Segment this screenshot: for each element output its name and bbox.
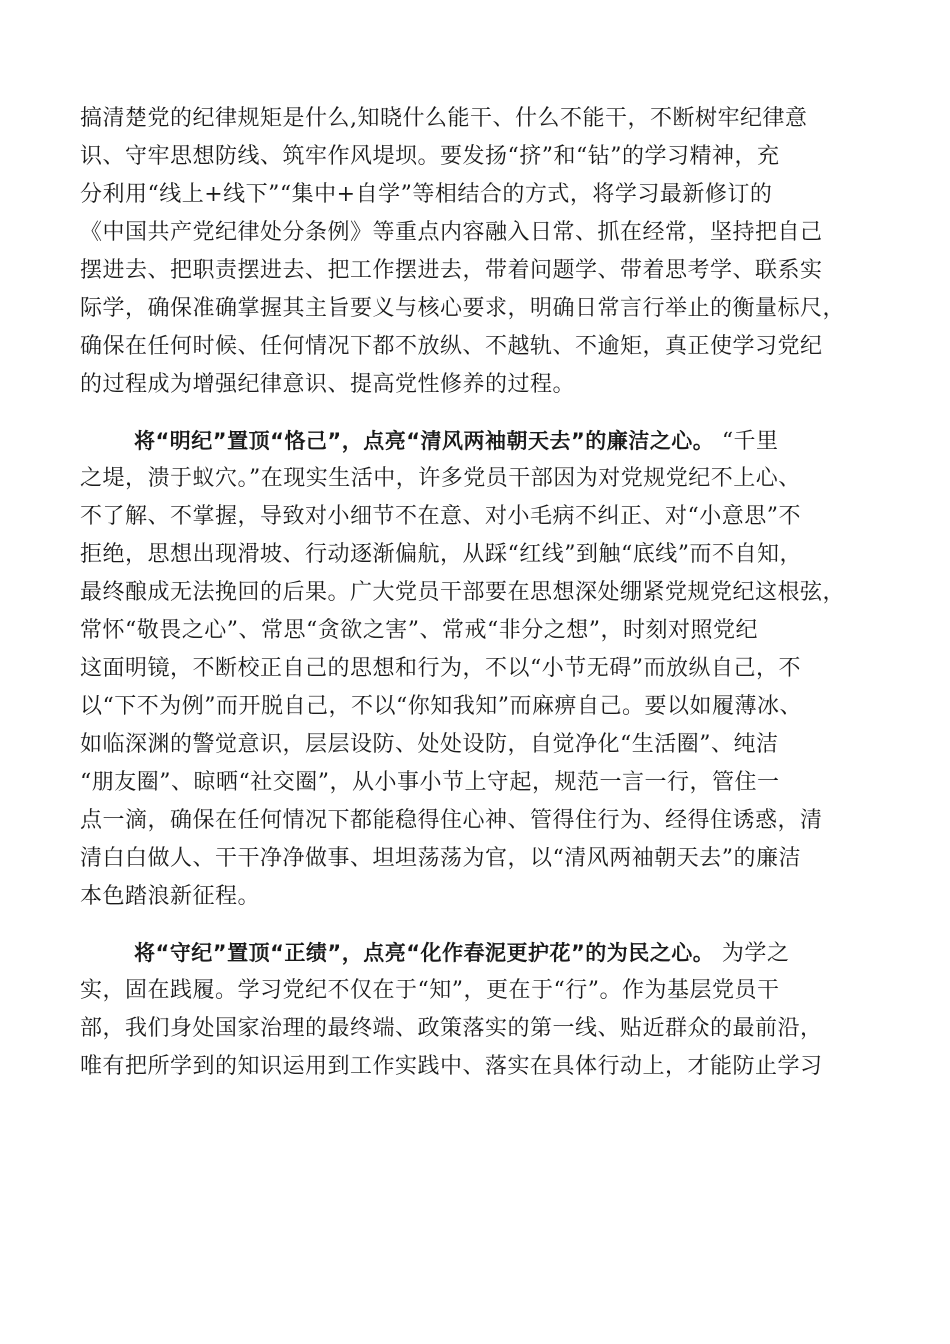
text-line: 本色踏浪新征程。: [80, 884, 261, 909]
text-line: 《中国共产党纪律处分条例》等重点内容融入日常、抓在经常，坚持把自己: [80, 220, 823, 245]
paragraph-lead-text: 为学之: [721, 941, 790, 966]
document-page: [80, 100, 880, 1086]
text-line: “朋友圈”、晾晒“社交圈”，从小事小节上守起，规范一言一行，管住一: [80, 770, 780, 795]
paragraph-lead-text: “千里: [721, 429, 779, 454]
text-line: 确保在任何时候、任何情况下都不放纵、不越轨、不逾矩，真正使学习党纪: [80, 334, 823, 359]
paragraph-3: [80, 934, 880, 1086]
text-line: 搞清楚党的纪律规矩是什么,知晓什么能干、什么不能干，不断树牢纪律意: [80, 106, 808, 131]
text-line: 如临深渊的警觉意识，层层设防、处处设防，自觉净化“生活圈”、纯洁: [80, 732, 779, 757]
text-line: 常怀“敬畏之心”、常思“贪欲之害”、常戒“非分之想”，时刻对照党纪: [80, 618, 758, 643]
text-line: 识、守牢思想防线、筑牢作风堤坝。要发扬“挤”和“钻”的学习精神，充: [80, 144, 780, 169]
paragraph-1: [80, 100, 880, 404]
text-line: 这面明镜，不断校正自己的思想和行为，不以“小节无碍”而放纵自己，不: [80, 656, 801, 681]
text-line: 际学，确保准确掌握其主旨要义与核心要求，明确日常言行举止的衡量标尺，: [80, 296, 846, 321]
text-line: 摆进去、把职责摆进去、把工作摆进去，带着问题学、带着思考学、联系实: [80, 258, 823, 283]
text-line: 拒绝，思想出现滑坡、行动逐渐偏航，从踩“红线”到触“底线”而不自知，: [80, 542, 802, 567]
section-heading: 将“守纪”置顶“正绩”，点亮“化作春泥更护花”的为民之心。: [134, 941, 715, 965]
text-line: 不了解、不掌握，导致对小细节不在意、对小毛病不纠正、对“小意思”不: [80, 504, 801, 529]
paragraph-first-line: [80, 422, 880, 460]
text-line: 清白白做人、干干净净做事、坦坦荡荡为官，以“清风两袖朝天去”的廉洁: [80, 846, 801, 871]
text-line: 的过程成为增强纪律意识、提高党性修养的过程。: [80, 372, 576, 397]
text-line: 之堤，溃于蚁穴。”在现实生活中，许多党员干部因为对党规党纪不上心、: [80, 466, 801, 491]
text-line: 实，固在践履。学习党纪不仅在于“知”，更在于“行”。作为基层党员干: [80, 978, 780, 1003]
text-line: 部，我们身处国家治理的最终端、政策落实的第一线、贴近群众的最前沿，: [80, 1016, 823, 1041]
text-line: 点一滴，确保在任何情况下都能稳得住心神、管得住行为、经得住诱惑，清: [80, 808, 823, 833]
text-line: 以“下不为例”而开脱自己，不以“你知我知”而麻痹自己。要以如履薄冰、: [80, 694, 802, 719]
text-line: 分利用“线上+线下”“集中+自学”等相结合的方式，将学习最新修订的: [80, 182, 773, 207]
text-line: 唯有把所学到的知识运用到工作实践中、落实在具体行动上，才能防止学习: [80, 1054, 823, 1079]
paragraph-2: [80, 422, 880, 916]
section-heading: 将“明纪”置顶“恪己”，点亮“清风两袖朝天去”的廉洁之心。: [134, 429, 715, 453]
paragraph-first-line: [80, 934, 880, 972]
text-line: 最终酿成无法挽回的后果。广大党员干部要在思想深处绷紧党规党纪这根弦，: [80, 580, 846, 605]
